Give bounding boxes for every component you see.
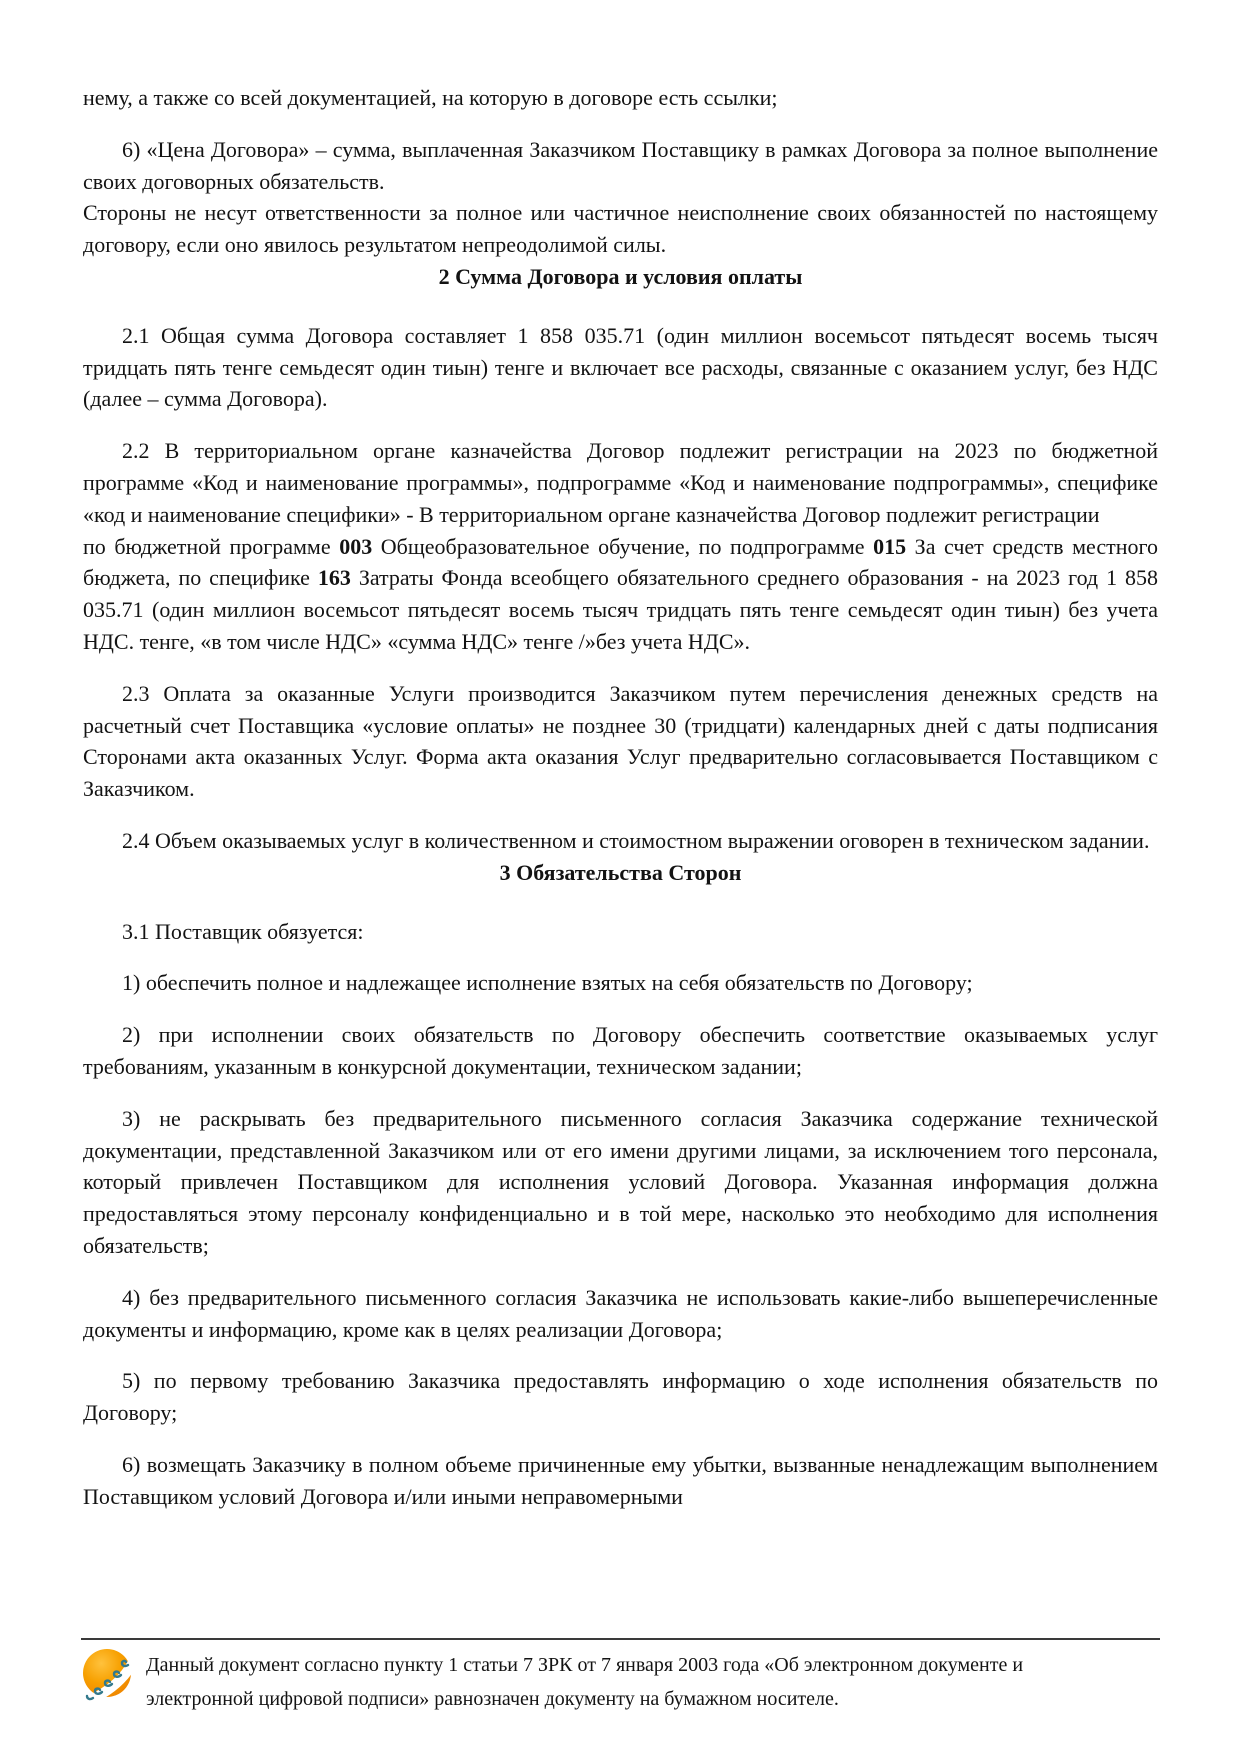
paragraph: 2) при исполнении своих обязательств по Договору обеспечить соответствие оказываемых услуг требованиям, указанным в конкурсной документации, техническом задании;	[83, 1022, 1158, 1079]
legal-note: Данный документ согласно пункту 1 статьи 7 ЗРК от 7 января 2003 года «Об электронном документе и электронной цифровой подписи» равнозначен документу на бумажном носителе.	[146, 1654, 1024, 1710]
paragraph: 2.3 Оплата за оказанные Услуги производится Заказчиком путем перечисления денежных средств на расчетный счет Поставщика «условие оплаты» не позднее 30 (тридцати) календарных дней с даты подписания Сторонами акта оказанных Услуг. Форма акта оказания Услуг предварительно согласовывается Поставщиком с Заказчиком.	[83, 680, 1158, 802]
paragraph: Стороны не несут ответственности за полное или частичное неисполнение своих обязанностей по настоящему договору, если оно явилось результатом непреодолимой силы.	[83, 200, 1158, 258]
page-footer	[81, 1638, 1160, 1716]
paragraph: 6) возмещать Заказчику в полном объеме причиненные ему убытки, вызванные ненадлежащим выполнением Поставщиком условий Договора и/или иными неправомерными	[83, 1451, 1158, 1509]
egov-signature-logo-icon	[81, 1648, 135, 1702]
paragraph: 2.2 В территориальном органе казначейства Договор подлежит регистрации на 2023 по бюджетной программе «Код и наименование программы», подпрограмме «Код и наименование подпрограммы», специфике «код и наименование специфики» - В территориальном органе казначейства Договор подлежит регистрации	[83, 438, 1158, 527]
paragraph: 4) без предварительного письменного согласия Заказчика не использовать какие-либо вышеперечисленные документы и информацию, кроме как в целях реализации Договора;	[83, 1284, 1158, 1342]
paragraph: 3) не раскрывать без предварительного письменного согласия Заказчика содержание технической документации, представленной Заказчиком или от его имени другими лицами, за исключением того персонала, который привлечен Поставщиком для исполнения условий Договора. Указанная информация должна предоставляться этому персоналу конфиденциально и в той мере, насколько это необходимо для исполнения обязательств;	[83, 1105, 1158, 1258]
section-heading: 3 Обязательства Сторон	[499, 859, 742, 885]
paragraph: 1) обеспечить полное и надлежащее исполнение взятых на себя обязательств по Договору;	[122, 970, 973, 996]
paragraph: 2.4 Объем оказываемых услуг в количественном и стоимостном выражении оговорен в техническом задании.	[122, 827, 1150, 853]
paragraph: 5) по первому требованию Заказчика предоставлять информацию о ходе исполнения обязательств по Договору;	[83, 1368, 1158, 1426]
paragraph: 2.1 Общая сумма Договора составляет 1 858 035.71 (один миллион восемьсот пятьдесят восемь тысяч тридцать пять тенге семьдесят один тиын) тенге и включает все расходы, связанные с оказанием услуг, без НДС (далее – сумма Договора).	[83, 322, 1158, 412]
paragraph: по бюджетной программе 003 Общеобразовательное обучение, по подпрограмме 015 За счет средств местного бюджета, по специфике 163 Затраты Фонда всеобщего обязательного среднего образования - на 2023 год 1 858 035.71 (один миллион восемьсот пятьдесят восемь тысяч тридцать пять тенге семьдесят один тиын) без учета НДС. тенге, «в том числе НДС» «сумма НДС» тенге /»без учета НДС».	[83, 533, 1158, 654]
document-body	[83, 82, 1158, 1512]
paragraph: 3.1 Поставщик обязуется:	[122, 918, 364, 944]
paragraph: 6) «Цена Договора» – сумма, выплаченная Заказчиком Поставщику в рамках Договора за полное выполнение своих договорных обязательств.	[83, 136, 1158, 194]
paragraph: нему, а также со всей документацией, на которую в договоре есть ссылки;	[83, 85, 778, 110]
section-heading: 2 Сумма Договора и условия оплаты	[438, 263, 803, 289]
